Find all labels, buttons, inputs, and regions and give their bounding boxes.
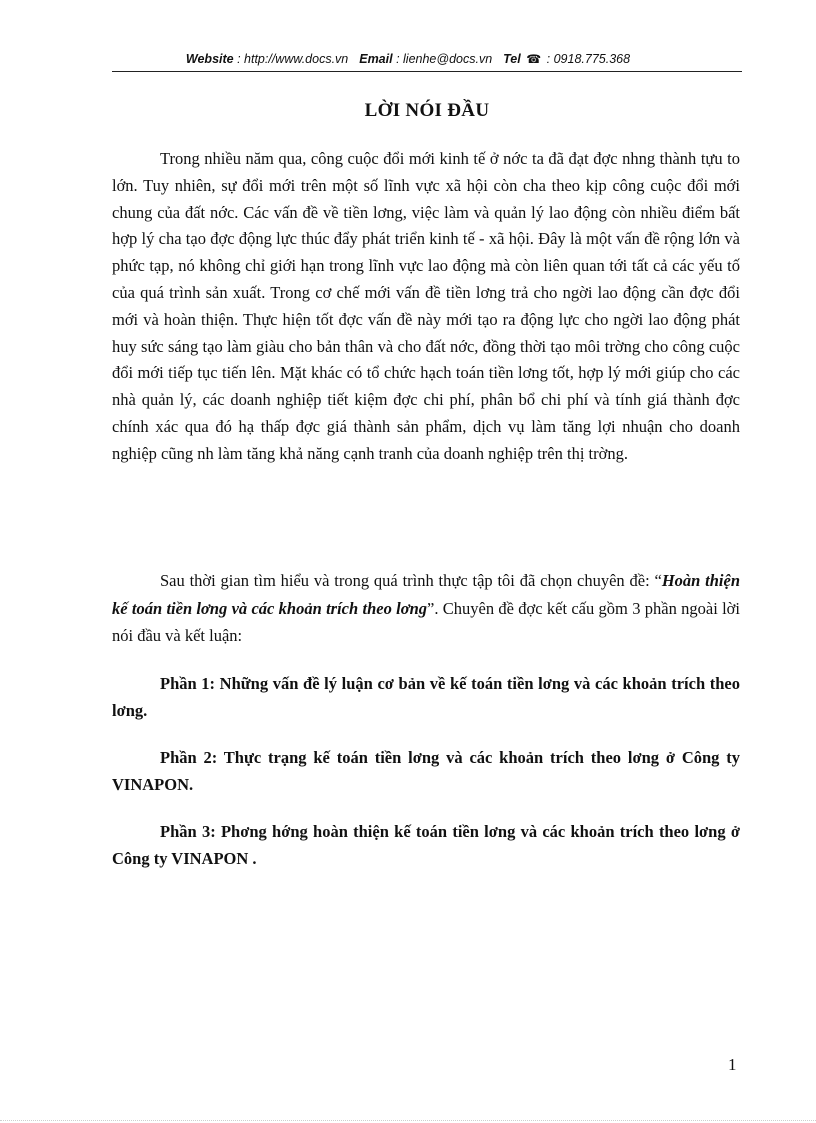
page-number: 1: [728, 1055, 737, 1074]
page-title: LỜI NÓI ĐẦU: [364, 100, 490, 121]
email-link[interactable]: : lienhe@docs.vn: [396, 52, 493, 66]
header-divider: [112, 71, 742, 72]
page-header: [0, 52, 816, 66]
topic-title: Hoàn thiện kế toán tiền lơng và các khoản trích theo lơng: [112, 571, 740, 618]
topic-paragraph: [112, 567, 740, 650]
topic-outro-text: ”. Chuyên đề đợc kết cấu gồm 3 phần ngoài lời nói đầu và kết luận:: [112, 598, 740, 645]
tel-number: : 0918.775.368: [546, 52, 631, 66]
topic-intro-text: Sau thời gian tìm hiểu và trong quá trình thực tập tôi đã chọn chuyên đề: “: [160, 571, 662, 590]
email-label: Email: [359, 52, 393, 66]
part-2-heading: Phần 2: Thực trạng kế toán tiền lơng và các khoản trích theo lơng ở Công ty VINAPON.: [112, 748, 740, 794]
website-link[interactable]: : http://www.docs.vn: [237, 52, 349, 66]
website-label: Website: [185, 52, 234, 66]
part-1-heading: Phần 1: Những vấn đề lý luận cơ bản về kế toán tiền lơng và các khoản trích theo lơng.: [112, 674, 740, 720]
page-bottom-border: [0, 1120, 816, 1121]
part-3-heading: Phần 3: Phơng hớng hoàn thiện kế toán tiền lơng và các khoản trích theo lơng ở Công ty VINAPON .: [112, 822, 740, 868]
telephone-icon: ☎: [526, 52, 542, 66]
intro-paragraph: Trong nhiều năm qua, công cuộc đổi mới kinh tế ở nớc ta đã đạt đợc nhng thành tựu to lớn. Tuy nhiên, sự đổi mới trên một số lĩnh vực xã hội còn cha theo kịp công cuộc đổi mới chung của đất nớc. Các vấn đề về tiền lơng, việc làm và quản lý lao động còn nhiều điểm bất hợp lý cha tạo đợc động lực thúc đẩy phát triển kinh tế - xã hội. Đây là một vấn đề rộng lớn và phức tạp, nó không chỉ giới hạn trong lĩnh vực lao động mà còn liên quan tới tất cả các yếu tố của quá trình sản xuất. Trong cơ chế mới vấn đề tiền lơng trả cho ngời lao động cần đợc đổi mới và hoàn thiện. Thực hiện tốt đợc vấn đề này mới tạo ra động lực cho ngời lao động phát huy sức sáng tạo làm giàu cho bản thân và cho đất nớc, đồng thời tạo môi trờng cho công cuộc đổi mới tiếp tục tiến lên. Mặt khác có tổ chức hạch toán tiền lơng tốt, hợp lý mới giúp cho các nhà quản lý, các doanh nghiệp tiết kiệm đợc chi phí, phân bổ chi phí và tính giá thành đợc chính xác qua đó hạ thấp đợc giá thành sản phẩm, dịch vụ làm tăng lợi nhuận cho doanh nghiệp cũng nh làm tăng khả năng cạnh tranh của doanh nghiệp trên thị trờng.: [112, 149, 740, 463]
tel-label: Tel: [503, 52, 521, 66]
